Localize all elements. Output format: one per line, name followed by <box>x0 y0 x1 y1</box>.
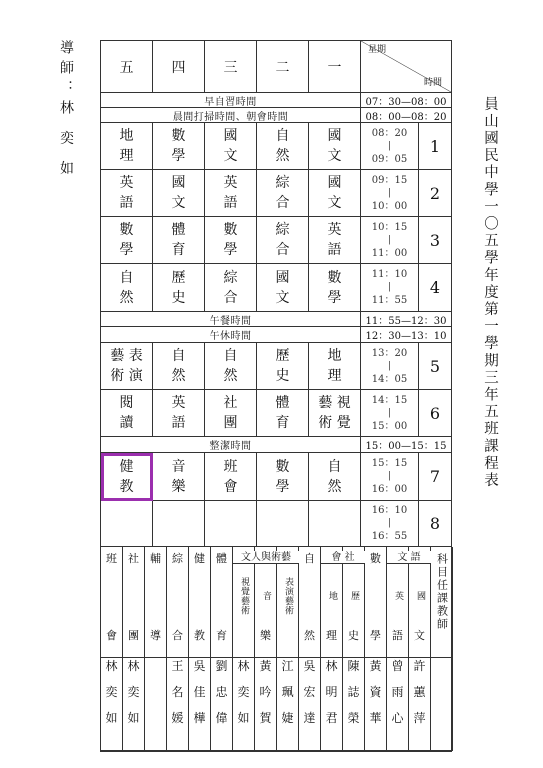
subject-group-top: 社 <box>128 552 139 565</box>
subject-group-bottom: 樂 <box>260 629 271 642</box>
subject-group-header: 文人與術藝 <box>233 551 299 564</box>
corner-top-label: 星期 <box>367 45 386 55</box>
teacher-divider <box>101 657 453 658</box>
subject-cell[interactable]: 健 教 <box>101 453 153 501</box>
subject-cell[interactable]: 英 語 <box>309 217 361 264</box>
teacher-name-cell: 劉 忠 偉 <box>215 659 228 725</box>
subject-cell[interactable]: 地 理 <box>309 343 361 390</box>
teacher-column <box>387 547 409 751</box>
teacher-column <box>123 547 145 751</box>
period-time <box>361 264 419 312</box>
subject-group-bottom: 然 <box>304 629 315 642</box>
subject-cell[interactable]: 班 會 <box>205 453 257 501</box>
corner-bottom-label: 時間 <box>423 78 442 88</box>
subject-group-top: 健 <box>194 552 205 565</box>
period-end: 16：55 <box>371 531 408 542</box>
period-time <box>361 217 419 264</box>
subject-group-bottom: 理 <box>326 629 337 642</box>
teacher-name: 導師：林 奕 如 <box>58 40 74 181</box>
band-label-0: 早自習時間 <box>101 93 361 108</box>
period-time <box>361 170 419 217</box>
teacher-name-cell: 吳 佳 樺 <box>193 659 206 725</box>
subject-cell[interactable] <box>101 501 153 547</box>
subject-group-bottom: 會 <box>106 629 117 642</box>
period-time <box>361 501 419 547</box>
subject-group-bottom: 學 <box>370 629 381 642</box>
teachers-table-label: 科目任課教師 <box>431 547 453 751</box>
period-time <box>361 390 419 437</box>
day-header-2: 三 <box>205 41 257 93</box>
subject-cell[interactable]: 數 學 <box>205 217 257 264</box>
band-time-4: 15：00—15：15 <box>361 437 452 453</box>
teacher-name-cell: 林 奕 如 <box>127 659 140 725</box>
teacher-column <box>167 547 189 751</box>
subject-cell[interactable]: 歷 史 <box>153 264 205 312</box>
subject-cell[interactable]: 社 團 <box>205 390 257 437</box>
teacher-column <box>343 547 365 751</box>
teacher-column <box>233 547 255 751</box>
subject-cell[interactable]: 綜 合 <box>257 217 309 264</box>
subject-cell[interactable]: 數 學 <box>153 123 205 170</box>
day-header-1: 四 <box>153 41 205 93</box>
subject-cell[interactable]: 綜 合 <box>257 170 309 217</box>
teacher-name-cell: 林 奕 如 <box>237 659 250 725</box>
subject-group-top: 自 <box>304 552 315 565</box>
band-label-1: 晨間打掃時間、朝會時間 <box>101 108 361 123</box>
subject-group-header: 文 語 <box>387 551 431 564</box>
subject-cell[interactable]: 英 語 <box>101 170 153 217</box>
teacher-column <box>255 547 277 751</box>
subject-cell[interactable]: 音 樂 <box>153 453 205 501</box>
period-time <box>361 123 419 170</box>
corner-header <box>361 41 452 93</box>
period-separator: | <box>387 234 392 245</box>
teacher-column <box>211 547 233 751</box>
subject-cell[interactable]: 閱 讀 <box>101 390 153 437</box>
subject-group-bottom: 教 <box>194 629 205 642</box>
period-number: 3 <box>419 217 452 264</box>
period-separator: | <box>387 360 392 371</box>
period-separator: | <box>387 140 392 151</box>
subject-cell[interactable]: 體 育 <box>257 390 309 437</box>
teacher-column <box>277 547 299 751</box>
period-start: 10：15 <box>371 221 408 233</box>
subject-sub-label: 英 <box>393 591 403 601</box>
teacher-column <box>299 547 321 751</box>
period-number: 2 <box>419 170 452 217</box>
period-number: 7 <box>419 453 452 501</box>
subject-cell[interactable]: 體 育 <box>153 217 205 264</box>
subject-group-bottom: 育 <box>216 629 227 642</box>
subject-cell[interactable]: 自 然 <box>257 123 309 170</box>
teacher-name-cell: 王 名 媛 <box>171 659 184 725</box>
period-start: 15：15 <box>371 458 408 469</box>
subject-group-top: 班 <box>106 552 117 565</box>
subject-group-bottom: 語 <box>392 629 403 642</box>
day-header-4: 一 <box>309 41 361 93</box>
teacher-name-cell: 黃 吟 賀 <box>259 659 272 725</box>
period-start: 09：15 <box>371 174 408 186</box>
subject-cell[interactable] <box>205 501 257 547</box>
subject-sub-label: 音 <box>261 591 271 601</box>
subject-group-bottom: 導 <box>150 629 161 642</box>
subject-cell[interactable]: 數 學 <box>257 453 309 501</box>
period-number: 8 <box>419 501 452 547</box>
subject-cell[interactable]: 英 語 <box>153 390 205 437</box>
teacher-name-cell: 曾 雨 心 <box>391 659 404 725</box>
period-separator: | <box>387 187 392 198</box>
band-time-2: 11：55—12：30 <box>361 312 452 327</box>
period-end: 11：00 <box>371 247 408 259</box>
subject-cell[interactable]: 自 然 <box>101 264 153 312</box>
subject-group-top: 綜 <box>172 552 183 565</box>
band-time-1: 08：00—08：20 <box>361 108 452 123</box>
subject-cell[interactable]: 自 然 <box>153 343 205 390</box>
period-end: 16：00 <box>371 484 408 495</box>
subject-group-top: 輔 <box>150 552 161 565</box>
subject-cell[interactable]: 數 學 <box>309 264 361 312</box>
subject-sub-label: 視覺藝術 <box>239 577 249 615</box>
subject-group-top: 數 <box>370 552 381 565</box>
period-time <box>361 453 419 501</box>
teacher-column <box>189 547 211 751</box>
day-header-0: 五 <box>101 41 153 93</box>
period-start: 11：10 <box>371 269 408 280</box>
subject-cell[interactable]: 英 語 <box>205 170 257 217</box>
teacher-name-cell: 江 珮 婕 <box>281 659 294 725</box>
teacher-column <box>145 547 167 751</box>
subject-cell[interactable]: 國 文 <box>309 123 361 170</box>
teacher-column <box>321 547 343 751</box>
teacher-name-cell: 許 蕙 萍 <box>413 659 426 725</box>
band-label-3: 午休時間 <box>101 327 361 343</box>
timetable-grid <box>100 40 452 752</box>
subject-group-bottom: 合 <box>172 629 183 642</box>
teacher-column <box>409 547 431 751</box>
timetable-title: 員山國民中學一〇五學年度第一學期三年五班課程表 <box>482 96 498 490</box>
subject-cell[interactable]: 地 理 <box>101 123 153 170</box>
period-number: 4 <box>419 264 452 312</box>
period-start: 14：15 <box>371 394 408 406</box>
day-header-3: 二 <box>257 41 309 93</box>
subject-cell[interactable]: 國 文 <box>205 123 257 170</box>
period-separator: | <box>387 407 392 418</box>
period-number: 5 <box>419 343 452 390</box>
subject-sub-label: 地 <box>327 591 337 601</box>
subject-cell[interactable] <box>153 501 205 547</box>
subject-cell[interactable]: 藝 視 術 覺 <box>309 390 361 437</box>
band-time-0: 07：30—08：00 <box>361 93 452 108</box>
subject-cell[interactable]: 數 學 <box>101 217 153 264</box>
subject-group-top: 體 <box>216 552 227 565</box>
teacher-column <box>365 547 387 751</box>
teacher-name-cell: 黃 資 華 <box>369 659 382 725</box>
period-end: 14：05 <box>371 373 408 385</box>
subject-group-bottom: 史 <box>348 629 359 642</box>
period-end: 15：00 <box>371 420 408 432</box>
period-separator: | <box>387 471 392 481</box>
period-number: 6 <box>419 390 452 437</box>
subject-sub-label: 歷 <box>349 591 359 601</box>
period-separator: | <box>387 518 392 528</box>
subject-cell[interactable]: 國 文 <box>257 264 309 312</box>
period-start: 16：10 <box>371 505 408 516</box>
subject-cell[interactable] <box>309 501 361 547</box>
teacher-name-cell: 陳 誌 榮 <box>347 659 360 725</box>
teacher-column <box>101 547 123 751</box>
teacher-name-cell: 林 明 君 <box>325 659 338 725</box>
period-number: 1 <box>419 123 452 170</box>
subject-cell[interactable]: 綜 合 <box>205 264 257 312</box>
period-start: 13：20 <box>371 347 408 359</box>
subject-sub-label: 表演藝術 <box>283 577 293 615</box>
period-end: 09：05 <box>371 153 408 165</box>
subject-cell[interactable]: 自 然 <box>205 343 257 390</box>
period-end: 10：00 <box>371 200 408 212</box>
subject-cell[interactable]: 藝 表 術 演 <box>101 343 153 390</box>
subject-cell[interactable]: 自 然 <box>309 453 361 501</box>
band-label-4: 整潔時間 <box>101 437 361 453</box>
subject-cell[interactable]: 歷 史 <box>257 343 309 390</box>
teacher-name-cell: 吳 宏 達 <box>303 659 316 725</box>
subject-group-bottom: 文 <box>414 629 425 642</box>
period-time <box>361 343 419 390</box>
subject-group-bottom: 團 <box>128 629 139 642</box>
band-label-2: 午餐時間 <box>101 312 361 327</box>
subject-cell[interactable] <box>257 501 309 547</box>
period-start: 08：20 <box>371 127 408 139</box>
subject-cell[interactable]: 國 文 <box>309 170 361 217</box>
subject-group-header: 會 社 <box>321 551 365 564</box>
subject-sub-label: 國 <box>415 591 425 601</box>
subject-cell[interactable]: 國 文 <box>153 170 205 217</box>
teacher-name-cell: 林 奕 如 <box>105 659 118 725</box>
period-end: 11：55 <box>371 295 408 306</box>
period-separator: | <box>387 282 392 292</box>
band-time-3: 12：30—13：10 <box>361 327 452 343</box>
